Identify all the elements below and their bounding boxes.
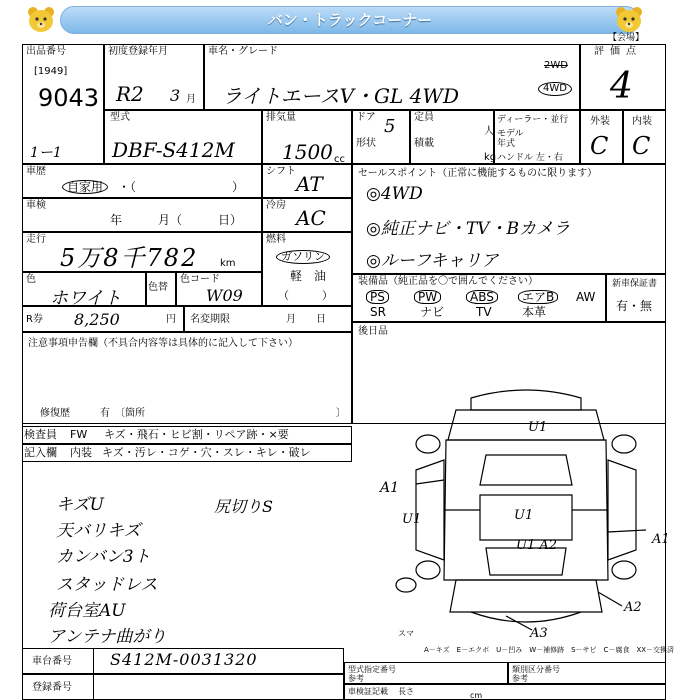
reg-month: 3 [170, 86, 181, 105]
mileage-unit: km [220, 258, 236, 269]
inspector-text: キズ・飛石・ヒビ割・リペア跡・×要 [104, 428, 289, 441]
warranty-value: 有・無 [616, 299, 653, 313]
recycle-unit: 円 [166, 314, 176, 325]
shift-value: AT [296, 172, 323, 196]
cooling-label: 冷房 [266, 200, 286, 211]
bear-mascot-left-icon [24, 4, 58, 34]
type-prefix: 1ー1 [30, 145, 62, 161]
documents-label: 後日品 [358, 326, 388, 337]
equip-aw: AW [576, 290, 596, 304]
capacity-label: 定員 [414, 112, 434, 123]
length-unit: cm [470, 691, 483, 700]
repair-close: 〕 [336, 408, 346, 419]
entry-text: キズ・汚レ・コゲ・穴・スレ・キレ・破レ [102, 446, 311, 459]
equip-navi: ナビ [420, 305, 445, 319]
diagram-label-rear-bottom: A3 [530, 626, 548, 641]
doors-value: 5 [384, 116, 396, 137]
handle-label: ハンドル 左・右 [497, 153, 563, 163]
shift-label: シフト [266, 166, 296, 177]
bear-mascot-right-icon [612, 4, 646, 34]
note-1: キズU [56, 495, 104, 515]
diagram-label-mirror: スマ [398, 629, 414, 638]
registration-label: 登録番号 [32, 682, 72, 693]
entry-interior: 内装 [70, 446, 92, 459]
equip-pw: PW [414, 290, 441, 304]
damage-legend: A－キズ E－エクボ U－凹み W－補修跡 S－サビ C－腐食 XX－交換済 [424, 646, 675, 654]
note-4: スタッドレス [56, 575, 158, 595]
sales-item-2: ◎純正ナビ・TV・Bカメラ [366, 219, 570, 239]
color-replace-label: 色替 [148, 282, 168, 293]
history-rest: ・（ ） [118, 180, 245, 194]
mileage-value: 5万8千782 [60, 244, 199, 272]
cert-label: 車検証記載 [348, 687, 388, 696]
equipment-label: 装備品（純正品を〇で囲んでください） [358, 276, 538, 287]
note-5: 荷台室AU [48, 601, 126, 621]
int-label: 内装 [632, 116, 652, 127]
inspection-value: 年 月（ 日） [110, 213, 243, 227]
diagram-label-center: U1 [514, 508, 534, 523]
diagram-label-left-side: A1 [380, 480, 400, 496]
diagram-label-rear-right: A2 [624, 600, 642, 615]
type-value: DBF-S412M [112, 138, 235, 162]
shape-label: 形状 [356, 138, 376, 149]
equip-sr: SR [370, 305, 386, 319]
note-2: 天バリキズ [56, 521, 141, 541]
doors-label: ドア [356, 112, 376, 123]
reg-month-suffix: 月 [186, 94, 196, 105]
notes-label: 注意事項申告欄（不具合内容等は具体的に記入して下さい） [28, 338, 298, 349]
reg-value: R2 [116, 82, 144, 106]
page-title: バン・トラックコーナー [267, 11, 433, 29]
note-right: 尻切りS [214, 497, 273, 516]
capacity-unit: 人 [484, 126, 494, 137]
history-label: 車歴 [26, 166, 46, 177]
repair-label: 修復歴 [40, 408, 70, 419]
model-value: ライトエースV・GL 4WD [222, 84, 459, 108]
class-label: 類別区分番号 [512, 665, 560, 674]
color-value: ホワイト [50, 288, 122, 309]
fuel-gasoline: ガソリン [276, 250, 330, 264]
diagram-label-left-door: U1 [402, 512, 422, 527]
mileage-label: 走行 [26, 234, 46, 245]
type-label: 型式 [110, 112, 130, 123]
inspector-fw: FW [70, 428, 88, 441]
diagram-label-top: U1 [528, 420, 548, 435]
diagram-label-right-side: A1 [652, 532, 670, 547]
reg-label: 初度登録年月 [108, 46, 168, 57]
name-change-label: 名変期限 [190, 314, 230, 325]
disp-label: 排気量 [266, 112, 296, 123]
cooling-value: AC [296, 206, 326, 230]
length-label: 長さ [398, 687, 414, 696]
type-designation-ref: 参考 [348, 674, 364, 683]
chassis-value: S412M-0031320 [110, 650, 258, 669]
color-code-label: 色コード [180, 274, 220, 285]
lot-sub: [1949] [34, 66, 68, 77]
type-designation-label: 型式指定番号 [348, 665, 396, 674]
lot-label: 出品番号 [26, 46, 66, 57]
cert-row [344, 684, 666, 700]
fuel-label: 燃料 [266, 234, 286, 245]
equip-tv: TV [476, 305, 492, 319]
chassis-label: 車台番号 [32, 656, 72, 667]
repair-value: 有 〔箇所 [100, 408, 145, 419]
color-code-value: W09 [206, 286, 243, 305]
color-label: 色 [26, 274, 36, 285]
disp-value: 1500 [282, 140, 333, 164]
fuel-other: （ ） [278, 289, 333, 302]
sales-label: セールスポイント（正常に機能するものに限ります） [358, 168, 598, 179]
inspection-label: 車検 [26, 200, 46, 211]
equip-abs: ABS [466, 290, 498, 304]
fuel-diesel: 軽 油 [290, 269, 327, 283]
load-label: 積載 [414, 138, 434, 149]
disp-unit: cc [334, 154, 345, 165]
venue-label: 【会場】 [608, 33, 645, 43]
equip-ps: PS [366, 290, 389, 304]
ext-value: C [590, 132, 609, 160]
note-3: カンバン3ト [56, 547, 151, 567]
grade-label: 評価点 [594, 46, 642, 57]
grade-value: 4 [610, 66, 633, 107]
history-value: 自家用 [62, 180, 108, 194]
dealer-label: ディーラー・並行 [497, 115, 569, 125]
load-unit: kg [484, 152, 497, 163]
class-ref: 参考 [512, 674, 528, 683]
year-label-2: 年式 [497, 139, 516, 149]
entry-label: 記入欄 [24, 446, 57, 459]
equip-leather: 本革 [522, 305, 547, 319]
note-6: アンテナ曲がり [48, 627, 167, 647]
recycle-label: R券 [26, 314, 43, 325]
drive-4wd: 4WD [538, 82, 572, 96]
sales-item-1: ◎4WD [366, 184, 423, 204]
inspector-label: 検査員 [24, 428, 57, 441]
ext-label: 外装 [590, 116, 610, 127]
drive-2wd: 2WD [544, 60, 568, 71]
model-label-2: モデル [497, 129, 524, 139]
diagram-label-rear-center: U1 A2 [516, 538, 558, 553]
name-change-value: 月 日 [286, 314, 326, 325]
equip-airbag: エアB [518, 290, 558, 304]
model-label: 車名・グレード [208, 46, 278, 57]
int-value: C [632, 132, 651, 160]
recycle-value: 8,250 [74, 310, 120, 329]
warranty-label: 新車保証書 [612, 279, 658, 289]
lot-number: 9043 [38, 84, 100, 112]
sales-item-3: ◎ルーフキャリア [366, 251, 499, 271]
